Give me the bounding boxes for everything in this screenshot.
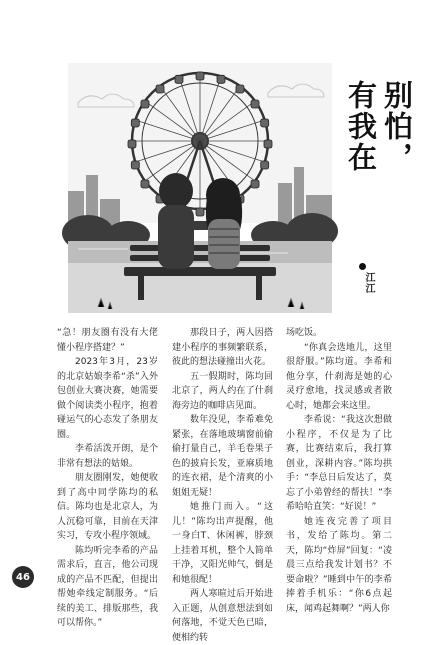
wheel-cabin	[217, 75, 225, 83]
paragraph: 数年没见，李希难免紧张，在落地玻璃窗前偷偷打量自己，羊毛卷果子色的披肩长发，亚麻质地的连衣裙，是个清爽的小姐姐无疑！	[172, 415, 273, 498]
paragraph: 李希说：“我这次想做小程序，不仅是为了比赛，比赛结束后，我打算创业，深耕内容。”陈均拱手：“李总日后发达了，莫忘了小弟曾经的帮扶！”李希哈哈直笑：“好说！”	[286, 415, 392, 512]
page-number-badge: 46	[12, 566, 34, 588]
paragraph: 五一假期时，陈均回北京了，两人约在了什刹海旁边的咖啡店见面。	[172, 371, 273, 411]
paragraph: 两人寒暄过后开始进入正题，从创意想法到如何落地，不觉天色已暗，便相约转	[172, 589, 273, 643]
paragraph: 2023年3月，23岁的北京姑娘李希“杀”入外包创业大赛决赛，她需要做个阅读类小程序，抱着碰运气的心态发了条朋友圈。	[57, 357, 158, 440]
paragraph: 李希活泼开朗，是个非常有想法的姑娘。	[57, 444, 158, 469]
paragraph: 陈均听完李希的产品需求后，直言，他公司现成的产品不匹配，但提出帮她牵线定制服务。“后续的美工、排版那些，我可以帮你。”	[57, 545, 158, 628]
wheel-cabin	[264, 140, 272, 148]
article-title	[343, 80, 415, 173]
paragraph: 场吃饭。	[286, 328, 323, 338]
author-bullet-icon	[359, 263, 366, 270]
paragraph: “急！朋友圈有没有大佬懂小程序搭建？”	[57, 328, 158, 353]
paragraph: “你真会选地儿，这里很舒服。”陈均道。李希和他分享，什刹海是她的心灵疗愈地，找灵感或者散心时，她都会来这里。	[286, 342, 392, 411]
illustration	[68, 63, 332, 313]
wheel-cabin	[236, 85, 244, 93]
wheel-cabin	[128, 140, 136, 148]
title-line-2: 有我在	[344, 80, 378, 173]
wheel-cabin	[251, 180, 259, 188]
wheel-cabin	[261, 161, 269, 169]
author-name: 江江	[363, 272, 374, 294]
wheel-cabin	[141, 100, 149, 108]
paragraph: 她连夜完善了项目书，发给了陈均。第二天，陈均“炸屏”回复：“凌晨三点给我发计划书？不要命啦？”睡到中午的李希捧着手机乐：“你6点起床，闻鸡起舞啊？”两人你	[286, 516, 392, 614]
paragraph: 她推门而入。“这儿！”陈均出声提醒，他一身白T、休闲裤，脖颈上挂着耳机，整个人简单干净，又阳光帅气，倒是和她很配！	[172, 502, 273, 585]
wheel-cabin	[251, 100, 259, 108]
wheel-cabin	[196, 72, 204, 80]
couple-ferris-wheel-image	[68, 63, 332, 313]
body-column-3	[286, 326, 392, 614]
wheel-cabin	[261, 119, 269, 127]
wheel-cabin	[196, 208, 204, 216]
body-column-2	[172, 326, 273, 643]
title-line-1: 别怕，	[380, 80, 414, 173]
body-column-1	[57, 326, 158, 628]
wheel-cabin	[131, 161, 139, 169]
paragraph: 朋友圈刚发，她便收到了高中同学陈均的私信。陈均也是北京人，为人沉稳可靠，目前在天津实习，专攻小程序领域。	[57, 473, 158, 541]
wheel-cabin	[175, 75, 183, 83]
wheel-cabin	[131, 119, 139, 127]
wheel-cabin	[156, 85, 164, 93]
paragraph: 那段日子，两人因搭建小程序的事频繁联系，彼此的想法碰撞出火花。	[172, 328, 273, 367]
wheel-cabin	[141, 180, 149, 188]
